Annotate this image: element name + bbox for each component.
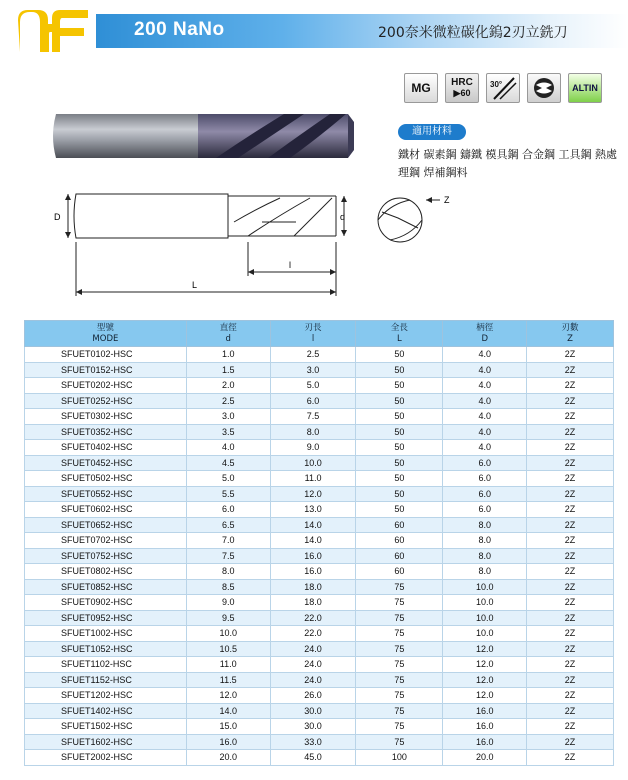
cell-overall-length: 75 [356, 672, 443, 688]
cell-flutes: 2Z [527, 409, 614, 425]
table-row [25, 579, 614, 595]
cell-overall-length: 50 [356, 362, 443, 378]
cell-diameter: 4.0 [186, 440, 270, 456]
cell-flute-length: 14.0 [270, 533, 356, 549]
header-flute-length: 刃長 l [270, 321, 356, 347]
cell-model: SFUET0702-HSC [25, 533, 187, 549]
cell-diameter: 9.0 [186, 595, 270, 611]
cell-model: SFUET0552-HSC [25, 486, 187, 502]
cell-model: SFUET1102-HSC [25, 657, 187, 673]
cell-shank-diameter: 10.0 [443, 610, 527, 626]
cell-shank-diameter: 8.0 [443, 548, 527, 564]
cell-flute-length: 11.0 [270, 471, 356, 487]
cell-flutes: 2Z [527, 440, 614, 456]
cell-flute-length: 3.0 [270, 362, 356, 378]
cell-model: SFUET0102-HSC [25, 347, 187, 363]
cell-model: SFUET0202-HSC [25, 378, 187, 394]
table-row [25, 486, 614, 502]
cell-diameter: 2.5 [186, 393, 270, 409]
mg-badge-icon: MG [404, 73, 438, 103]
cell-overall-length: 50 [356, 455, 443, 471]
table-row [25, 362, 614, 378]
cell-model: SFUET0252-HSC [25, 393, 187, 409]
table-row [25, 533, 614, 549]
cell-diameter: 1.0 [186, 347, 270, 363]
cell-overall-length: 50 [356, 347, 443, 363]
cell-shank-diameter: 4.0 [443, 362, 527, 378]
cell-overall-length: 50 [356, 424, 443, 440]
cell-shank-diameter: 10.0 [443, 579, 527, 595]
cell-flutes: 2Z [527, 564, 614, 580]
header-overall-length: 全長 L [356, 321, 443, 347]
cell-shank-diameter: 4.0 [443, 347, 527, 363]
cell-diameter: 10.0 [186, 626, 270, 642]
table-row [25, 703, 614, 719]
cell-shank-diameter: 20.0 [443, 750, 527, 766]
cell-shank-diameter: 8.0 [443, 533, 527, 549]
cell-diameter: 11.5 [186, 672, 270, 688]
cell-shank-diameter: 10.0 [443, 595, 527, 611]
cell-flutes: 2Z [527, 657, 614, 673]
cell-flutes: 2Z [527, 641, 614, 657]
cell-overall-length: 75 [356, 641, 443, 657]
table-row [25, 657, 614, 673]
cell-shank-diameter: 4.0 [443, 393, 527, 409]
company-logo [18, 8, 90, 54]
z-axis-label: Z [444, 195, 450, 205]
cell-flute-length: 30.0 [270, 719, 356, 735]
cell-diameter: 8.5 [186, 579, 270, 595]
cell-model: SFUET0752-HSC [25, 548, 187, 564]
cell-overall-length: 75 [356, 719, 443, 735]
flute-length-label: l [289, 260, 291, 270]
title-banner [96, 14, 628, 48]
cell-flute-length: 5.0 [270, 378, 356, 394]
svg-text:30°: 30° [490, 80, 503, 89]
cell-model: SFUET0502-HSC [25, 471, 187, 487]
cell-overall-length: 60 [356, 548, 443, 564]
cell-model: SFUET1502-HSC [25, 719, 187, 735]
cell-flutes: 2Z [527, 455, 614, 471]
feature-badges [404, 73, 604, 103]
cell-overall-length: 75 [356, 688, 443, 704]
table-row [25, 378, 614, 394]
cell-flutes: 2Z [527, 595, 614, 611]
cell-model: SFUET0602-HSC [25, 502, 187, 518]
cell-flute-length: 2.5 [270, 347, 356, 363]
cell-diameter: 6.0 [186, 502, 270, 518]
cell-flutes: 2Z [527, 548, 614, 564]
cell-flutes: 2Z [527, 703, 614, 719]
cell-flute-length: 45.0 [270, 750, 356, 766]
cell-diameter: 14.0 [186, 703, 270, 719]
end-view-diagram [364, 184, 464, 256]
cell-flutes: 2Z [527, 486, 614, 502]
table-row [25, 440, 614, 456]
cell-flute-length: 9.0 [270, 440, 356, 456]
altin-coating-icon: ALTIN [568, 73, 602, 103]
cell-model: SFUET0152-HSC [25, 362, 187, 378]
cell-model: SFUET0852-HSC [25, 579, 187, 595]
cell-flutes: 2Z [527, 362, 614, 378]
table-row [25, 719, 614, 735]
header-shank-diameter: 柄徑 D [443, 321, 527, 347]
cell-model: SFUET1402-HSC [25, 703, 187, 719]
cell-model: SFUET1052-HSC [25, 641, 187, 657]
cell-flutes: 2Z [527, 471, 614, 487]
cell-shank-diameter: 4.0 [443, 440, 527, 456]
table-body [25, 347, 614, 766]
cell-flute-length: 16.0 [270, 548, 356, 564]
cell-diameter: 2.0 [186, 378, 270, 394]
helix-angle-icon [486, 73, 520, 103]
table-row [25, 455, 614, 471]
cell-flute-length: 24.0 [270, 641, 356, 657]
table-row [25, 424, 614, 440]
applicable-materials-label: 適用材料 [398, 124, 466, 140]
cell-shank-diameter: 6.0 [443, 486, 527, 502]
cell-shank-diameter: 12.0 [443, 688, 527, 704]
cell-flutes: 2Z [527, 610, 614, 626]
cell-diameter: 20.0 [186, 750, 270, 766]
table-row [25, 517, 614, 533]
cell-diameter: 1.5 [186, 362, 270, 378]
cell-model: SFUET0802-HSC [25, 564, 187, 580]
cell-diameter: 8.0 [186, 564, 270, 580]
table-row [25, 347, 614, 363]
cell-flute-length: 26.0 [270, 688, 356, 704]
specification-table [24, 320, 614, 766]
header-flutes: 刃數 Z [527, 321, 614, 347]
cell-model: SFUET1602-HSC [25, 734, 187, 750]
cell-flute-length: 18.0 [270, 595, 356, 611]
cell-overall-length: 75 [356, 703, 443, 719]
hrc-badge-icon: HRC ▶60 [445, 73, 479, 103]
cell-diameter: 4.5 [186, 455, 270, 471]
cell-diameter: 6.5 [186, 517, 270, 533]
overall-length-label: L [192, 280, 198, 290]
cell-flutes: 2Z [527, 533, 614, 549]
cell-shank-diameter: 16.0 [443, 734, 527, 750]
cell-shank-diameter: 12.0 [443, 672, 527, 688]
cell-model: SFUET1202-HSC [25, 688, 187, 704]
cell-overall-length: 50 [356, 471, 443, 487]
table-row [25, 641, 614, 657]
table-row [25, 626, 614, 642]
cell-flute-length: 16.0 [270, 564, 356, 580]
table-row [25, 672, 614, 688]
table-row [25, 502, 614, 518]
table-row [25, 409, 614, 425]
table-row [25, 471, 614, 487]
cell-flute-length: 7.5 [270, 409, 356, 425]
cell-diameter: 10.5 [186, 641, 270, 657]
cell-diameter: 16.0 [186, 734, 270, 750]
cell-shank-diameter: 4.0 [443, 409, 527, 425]
cell-model: SFUET0952-HSC [25, 610, 187, 626]
cell-diameter: 12.0 [186, 688, 270, 704]
cell-overall-length: 50 [356, 378, 443, 394]
product-model: 200 NaNo [134, 19, 225, 40]
cell-shank-diameter: 4.0 [443, 378, 527, 394]
cell-diameter: 9.5 [186, 610, 270, 626]
cell-flute-length: 24.0 [270, 657, 356, 673]
cell-overall-length: 50 [356, 486, 443, 502]
table-row [25, 688, 614, 704]
table-row [25, 564, 614, 580]
cell-overall-length: 100 [356, 750, 443, 766]
header-diameter: 直徑 d [186, 321, 270, 347]
cell-diameter: 3.5 [186, 424, 270, 440]
cell-model: SFUET0652-HSC [25, 517, 187, 533]
cell-flutes: 2Z [527, 517, 614, 533]
cell-overall-length: 75 [356, 626, 443, 642]
end-mill-dimension-diagram [48, 186, 348, 298]
cell-flute-length: 8.0 [270, 424, 356, 440]
cell-shank-diameter: 8.0 [443, 517, 527, 533]
table-row [25, 610, 614, 626]
cell-flute-length: 22.0 [270, 610, 356, 626]
applicable-materials-text: 鐵材 碳素鋼 鑄鐵 模具鋼 合金鋼 工具鋼 熱處理鋼 焊補鋼料 [398, 148, 617, 179]
cell-overall-length: 60 [356, 533, 443, 549]
cell-diameter: 5.0 [186, 471, 270, 487]
cell-overall-length: 60 [356, 517, 443, 533]
cell-model: SFUET2002-HSC [25, 750, 187, 766]
cell-flutes: 2Z [527, 734, 614, 750]
cell-shank-diameter: 12.0 [443, 641, 527, 657]
cell-flute-length: 33.0 [270, 734, 356, 750]
cell-shank-diameter: 16.0 [443, 719, 527, 735]
cell-flute-length: 18.0 [270, 579, 356, 595]
cell-flutes: 2Z [527, 424, 614, 440]
cutting-diameter-label: d [340, 212, 346, 222]
cell-shank-diameter: 6.0 [443, 455, 527, 471]
cell-shank-diameter: 4.0 [443, 424, 527, 440]
cell-shank-diameter: 10.0 [443, 626, 527, 642]
cell-flutes: 2Z [527, 672, 614, 688]
cell-overall-length: 75 [356, 610, 443, 626]
cell-overall-length: 50 [356, 502, 443, 518]
cell-overall-length: 75 [356, 734, 443, 750]
cell-diameter: 11.0 [186, 657, 270, 673]
cell-flute-length: 6.0 [270, 393, 356, 409]
two-flute-section-icon [527, 73, 561, 103]
shank-diameter-label: D [54, 212, 61, 222]
table-row [25, 734, 614, 750]
header [0, 0, 628, 62]
cell-shank-diameter: 8.0 [443, 564, 527, 580]
cell-flutes: 2Z [527, 688, 614, 704]
cell-diameter: 7.0 [186, 533, 270, 549]
cell-model: SFUET0302-HSC [25, 409, 187, 425]
table-header-row [25, 321, 614, 347]
cell-overall-length: 50 [356, 409, 443, 425]
cell-diameter: 5.5 [186, 486, 270, 502]
cell-overall-length: 50 [356, 393, 443, 409]
cell-model: SFUET0352-HSC [25, 424, 187, 440]
cell-flutes: 2Z [527, 378, 614, 394]
cell-model: SFUET0402-HSC [25, 440, 187, 456]
table-row [25, 595, 614, 611]
cell-flutes: 2Z [527, 579, 614, 595]
cell-flutes: 2Z [527, 347, 614, 363]
cell-overall-length: 50 [356, 440, 443, 456]
cell-flute-length: 22.0 [270, 626, 356, 642]
cell-flute-length: 24.0 [270, 672, 356, 688]
table-row [25, 750, 614, 766]
product-title: 200奈米微粒碳化鎢2刃立銑刀 [378, 25, 568, 41]
cell-shank-diameter: 16.0 [443, 703, 527, 719]
cell-diameter: 15.0 [186, 719, 270, 735]
cell-flutes: 2Z [527, 626, 614, 642]
cell-flutes: 2Z [527, 502, 614, 518]
cell-shank-diameter: 6.0 [443, 502, 527, 518]
cell-overall-length: 75 [356, 579, 443, 595]
cell-diameter: 3.0 [186, 409, 270, 425]
cell-flute-length: 10.0 [270, 455, 356, 471]
cell-diameter: 7.5 [186, 548, 270, 564]
cell-overall-length: 75 [356, 657, 443, 673]
cell-overall-length: 75 [356, 595, 443, 611]
cell-model: SFUET0902-HSC [25, 595, 187, 611]
cell-flute-length: 13.0 [270, 502, 356, 518]
cell-model: SFUET1002-HSC [25, 626, 187, 642]
table-row [25, 393, 614, 409]
cell-shank-diameter: 6.0 [443, 471, 527, 487]
header-model: 型號 MODE [25, 321, 187, 347]
cell-flutes: 2Z [527, 393, 614, 409]
cell-flute-length: 14.0 [270, 517, 356, 533]
end-mill-photo [48, 108, 358, 164]
cell-model: SFUET1152-HSC [25, 672, 187, 688]
cell-flute-length: 12.0 [270, 486, 356, 502]
cell-model: SFUET0452-HSC [25, 455, 187, 471]
cell-flutes: 2Z [527, 750, 614, 766]
cell-flute-length: 30.0 [270, 703, 356, 719]
table-row [25, 548, 614, 564]
cell-overall-length: 60 [356, 564, 443, 580]
cell-flutes: 2Z [527, 719, 614, 735]
cell-shank-diameter: 12.0 [443, 657, 527, 673]
